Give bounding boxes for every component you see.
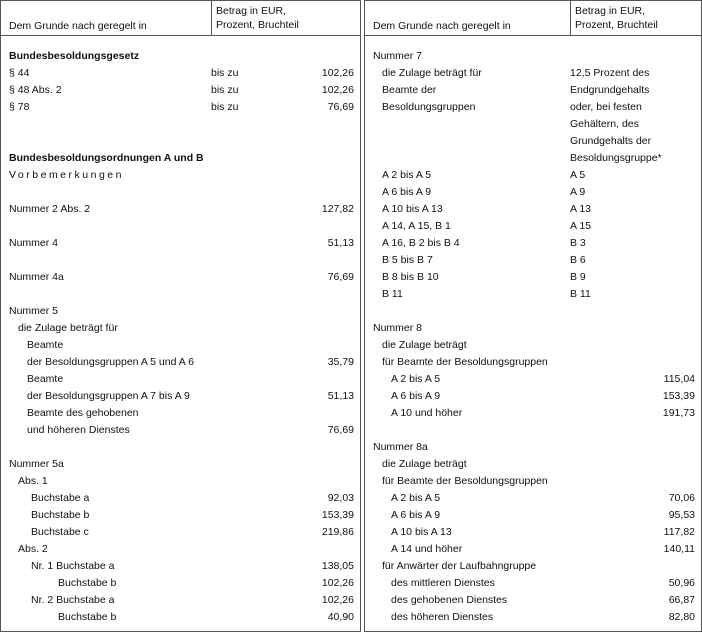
table-row [365, 116, 701, 133]
row-amount: 102,26 [321, 84, 354, 96]
row-label: Nummer 5 [9, 305, 59, 317]
row-amount: 95,53 [668, 509, 695, 521]
table-row [1, 473, 360, 490]
row-amount: 82,80 [668, 611, 695, 623]
row-label: Nummer 8a [373, 441, 428, 453]
table-row [365, 541, 701, 558]
column-header-amount: Betrag in EUR, Prozent, Bruchteil [216, 5, 299, 31]
row-amount: 66,87 [668, 594, 695, 606]
row-amount: 117,82 [663, 526, 695, 538]
row-label: Buchstabe a [31, 492, 90, 504]
row-qualifier: bis zu [211, 67, 239, 79]
row-label: Nr. 2 Buchstabe a [31, 594, 115, 606]
row-label: Buchstabe c [31, 526, 89, 538]
row-amount: 51,13 [327, 237, 354, 249]
row-label: § 48 Abs. 2 [9, 84, 62, 96]
header-divider [570, 1, 571, 35]
row-label: A 14, A 15, B 1 [382, 220, 451, 232]
row-qualifier: bis zu [211, 84, 239, 96]
table-row [365, 320, 701, 337]
column-header-provision: Dem Grunde nach geregelt in [373, 20, 511, 32]
table-row [365, 490, 701, 507]
table-row [365, 65, 701, 82]
row-label: Nummer 4 [9, 237, 59, 249]
row-qualifier: B 11 [570, 288, 591, 300]
row-label: die Zulage beträgt für [18, 322, 118, 334]
row-amount: 102,26 [321, 594, 354, 606]
table-row [1, 405, 360, 422]
table-row [365, 456, 701, 473]
row-qualifier: A 5 [570, 169, 586, 181]
row-label: die Zulage beträgt [382, 339, 467, 351]
row-label: Nummer 4a [9, 271, 64, 283]
row-label: § 78 [9, 101, 30, 113]
row-label: Beamte der [382, 84, 437, 96]
table-row [365, 354, 701, 371]
row-amount: 40,90 [327, 611, 354, 623]
table-row [365, 133, 701, 150]
table-row [1, 422, 360, 439]
table-row [1, 235, 360, 252]
table-row [365, 252, 701, 269]
row-label: für Beamte der Besoldungsgruppen [382, 475, 548, 487]
table-row [1, 507, 360, 524]
row-label: A 14 und höher [391, 543, 463, 555]
row-label: die Zulage beträgt [382, 458, 467, 470]
row-label: Bundesbesoldungsordnungen A und B [9, 152, 204, 164]
table-row [365, 337, 701, 354]
row-qualifier: bis zu [211, 101, 239, 113]
row-amount: 92,03 [327, 492, 354, 504]
table-row [365, 388, 701, 405]
row-qualifier: A 13 [570, 203, 592, 215]
table-row [365, 184, 701, 201]
row-amount: 76,69 [327, 424, 354, 436]
table-row [365, 82, 701, 99]
row-label: Beamte des gehobenen [27, 407, 139, 419]
table-header [365, 1, 701, 36]
table-row [1, 541, 360, 558]
table-row [1, 303, 360, 320]
table-row [1, 167, 360, 184]
table-row [1, 371, 360, 388]
row-label: der Besoldungsgruppen A 5 und A 6 [27, 356, 194, 368]
table-row [365, 218, 701, 235]
row-qualifier: Grundgehalts der [570, 135, 652, 147]
table-row [365, 48, 701, 65]
row-label: Nummer 2 Abs. 2 [9, 203, 91, 215]
table-header [1, 1, 360, 36]
row-label: A 16, B 2 bis B 4 [382, 237, 460, 249]
row-qualifier: B 6 [570, 254, 586, 266]
row-label: für Beamte der Besoldungsgruppen [382, 356, 548, 368]
row-label: des mittleren Dienstes [391, 577, 495, 589]
table-row [365, 235, 701, 252]
row-amount: 35,79 [327, 356, 354, 368]
row-label: Bundesbesoldungsgesetz [9, 50, 140, 62]
row-amount: 76,69 [327, 101, 354, 113]
header-divider [211, 1, 212, 35]
table-row [365, 524, 701, 541]
row-label: des gehobenen Dienstes [391, 594, 508, 606]
row-qualifier: 12,5 Prozent des [570, 67, 650, 79]
row-label: Beamte [27, 339, 64, 351]
table-row [1, 337, 360, 354]
row-label: Abs. 2 [18, 543, 48, 555]
row-amount: 140,11 [663, 543, 695, 555]
table-row [1, 456, 360, 473]
table-row [1, 354, 360, 371]
table-row [365, 99, 701, 116]
table-row [365, 507, 701, 524]
table-row [1, 524, 360, 541]
table-row [365, 150, 701, 167]
table-row [1, 592, 360, 609]
table-row [1, 201, 360, 218]
row-amount: 70,06 [668, 492, 695, 504]
row-amount: 219,86 [321, 526, 354, 538]
row-amount: 50,96 [668, 577, 695, 589]
row-label: A 10 bis A 13 [391, 526, 452, 538]
table-row [1, 65, 360, 82]
row-label: Nummer 7 [373, 50, 423, 62]
row-label: Buchstabe b [58, 611, 117, 623]
row-label: A 2 bis A 5 [391, 492, 441, 504]
row-label: Buchstabe b [31, 509, 90, 521]
table-row [1, 82, 360, 99]
row-label: A 6 bis A 9 [391, 390, 441, 402]
table-row [1, 609, 360, 626]
row-label: Nummer 5a [9, 458, 64, 470]
table-row [1, 320, 360, 337]
row-amount: 153,39 [662, 390, 695, 402]
row-label: Abs. 1 [18, 475, 48, 487]
table-row [365, 592, 701, 609]
column-header-amount: Betrag in EUR, Prozent, Bruchteil [575, 5, 658, 31]
table-row [1, 99, 360, 116]
row-amount: 51,13 [327, 390, 354, 402]
row-amount: 115,04 [663, 373, 695, 385]
row-qualifier: Besoldungsgruppe* [570, 152, 662, 164]
table-row [1, 269, 360, 286]
row-qualifier: B 3 [570, 237, 586, 249]
row-qualifier: B 9 [570, 271, 586, 283]
row-label: Besoldungsgruppen [382, 101, 476, 113]
table-row [1, 490, 360, 507]
row-label: Buchstabe b [58, 577, 117, 589]
row-amount: 153,39 [321, 509, 354, 521]
row-qualifier: oder, bei festen [570, 101, 642, 113]
table-row [365, 201, 701, 218]
row-label: B 8 bis B 10 [382, 271, 439, 283]
table-row [365, 371, 701, 388]
row-qualifier: Endgrundgehalts [570, 84, 650, 96]
row-qualifier: A 15 [570, 220, 592, 232]
table-row [365, 575, 701, 592]
row-qualifier: Gehältern, des [570, 118, 639, 130]
row-label: Nummer 8 [373, 322, 423, 334]
table-row [1, 48, 360, 65]
row-amount: 127,82 [321, 203, 354, 215]
table-row [365, 609, 701, 626]
row-label: des höheren Dienstes [391, 611, 494, 623]
row-label: B 11 [382, 288, 403, 300]
table-row [365, 405, 701, 422]
row-amount: 76,69 [327, 271, 354, 283]
table-row [365, 286, 701, 303]
row-label: für Anwärter der Laufbahngruppe [382, 560, 537, 572]
row-label: A 6 bis A 9 [382, 186, 432, 198]
table-row [1, 388, 360, 405]
row-label: § 44 [9, 67, 30, 79]
row-label: Vorbemerkungen [9, 169, 124, 181]
row-label: A 6 bis A 9 [391, 509, 441, 521]
row-qualifier: A 9 [570, 186, 586, 198]
row-amount: 102,26 [321, 577, 354, 589]
row-label: B 5 bis B 7 [382, 254, 433, 266]
table-row [1, 575, 360, 592]
row-label: A 10 bis A 13 [382, 203, 443, 215]
row-label: der Besoldungsgruppen A 7 bis A 9 [27, 390, 190, 402]
right-table [364, 0, 702, 632]
table-row [1, 150, 360, 167]
row-label: Beamte [27, 373, 64, 385]
table-row [365, 558, 701, 575]
table-row [365, 269, 701, 286]
row-label: und höheren Dienstes [27, 424, 130, 436]
table-row [365, 439, 701, 456]
row-amount: 102,26 [321, 67, 354, 79]
row-label: Nr. 1 Buchstabe a [31, 560, 115, 572]
table-row [365, 167, 701, 184]
row-label: A 10 und höher [391, 407, 463, 419]
column-header-provision: Dem Grunde nach geregelt in [9, 20, 147, 32]
row-label: die Zulage beträgt für [382, 67, 482, 79]
table-row [1, 558, 360, 575]
row-label: A 2 bis A 5 [391, 373, 441, 385]
row-amount: 191,73 [662, 407, 695, 419]
row-amount: 138,05 [321, 560, 354, 572]
row-label: A 2 bis A 5 [382, 169, 432, 181]
table-row [365, 473, 701, 490]
